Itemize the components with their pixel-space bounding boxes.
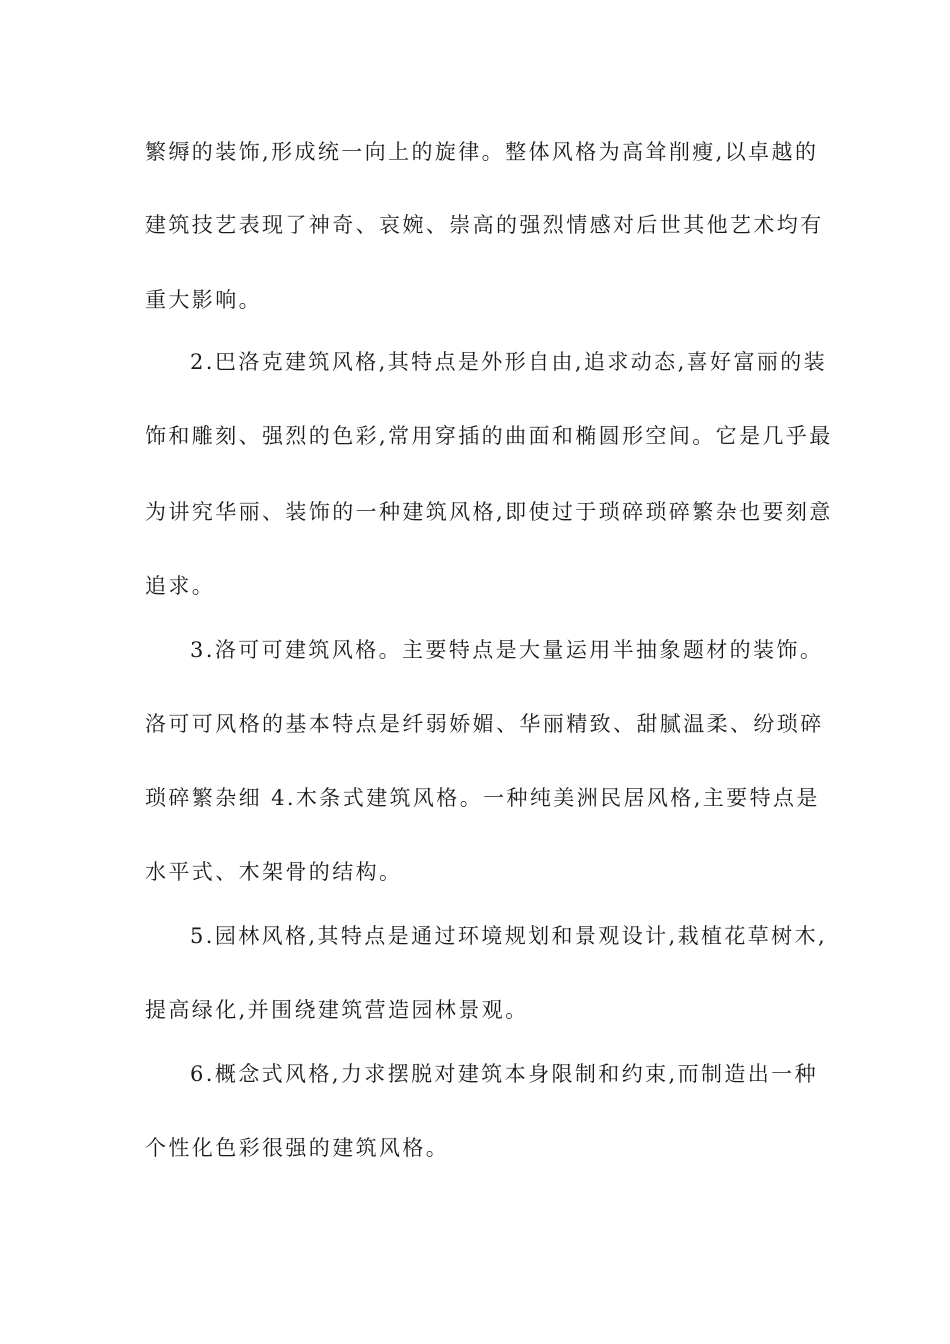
text-line: 追求。 [145, 574, 216, 598]
paragraph-6-start: 6.概念式风格,力求摆脱对建筑本身限制和约束,而制造出一种 [190, 1062, 818, 1086]
text-line: 琐碎繁杂细 4.木条式建筑风格。一种纯美洲民居风格,主要特点是 [145, 786, 820, 810]
text-line: 重大影响。 [145, 288, 262, 312]
text-line: 为讲究华丽、装饰的一种建筑风格,即使过于琐碎琐碎繁杂也要刻意 [145, 500, 833, 524]
paragraph-2-start: 2.巴洛克建筑风格,其特点是外形自由,追求动态,喜好富丽的装 [190, 350, 828, 374]
text-line: 建筑技艺表现了神奇、哀婉、崇高的强烈情感对后世其他艺术均有 [145, 213, 824, 237]
text-line: 繁缛的装饰,形成统一向上的旋律。整体风格为高耸削瘦,以卓越的 [145, 140, 819, 164]
text-line: 饰和雕刻、强烈的色彩,常用穿插的曲面和椭圆形空间。它是几乎最 [145, 424, 833, 448]
text-line: 提高绿化,并围绕建筑营造园林景观。 [145, 998, 529, 1022]
text-line: 个性化色彩很强的建筑风格。 [145, 1136, 450, 1160]
paragraph-3-start: 3.洛可可建筑风格。主要特点是大量运用半抽象题材的装饰。 [190, 638, 824, 662]
text-line: 洛可可风格的基本特点是纤弱娇媚、华丽精致、甜腻温柔、纷琐碎 [145, 712, 824, 736]
text-line: 水平式、木架骨的结构。 [145, 860, 403, 884]
paragraph-5-start: 5.园林风格,其特点是通过环境规划和景观设计,栽植花草树木, [190, 924, 828, 948]
